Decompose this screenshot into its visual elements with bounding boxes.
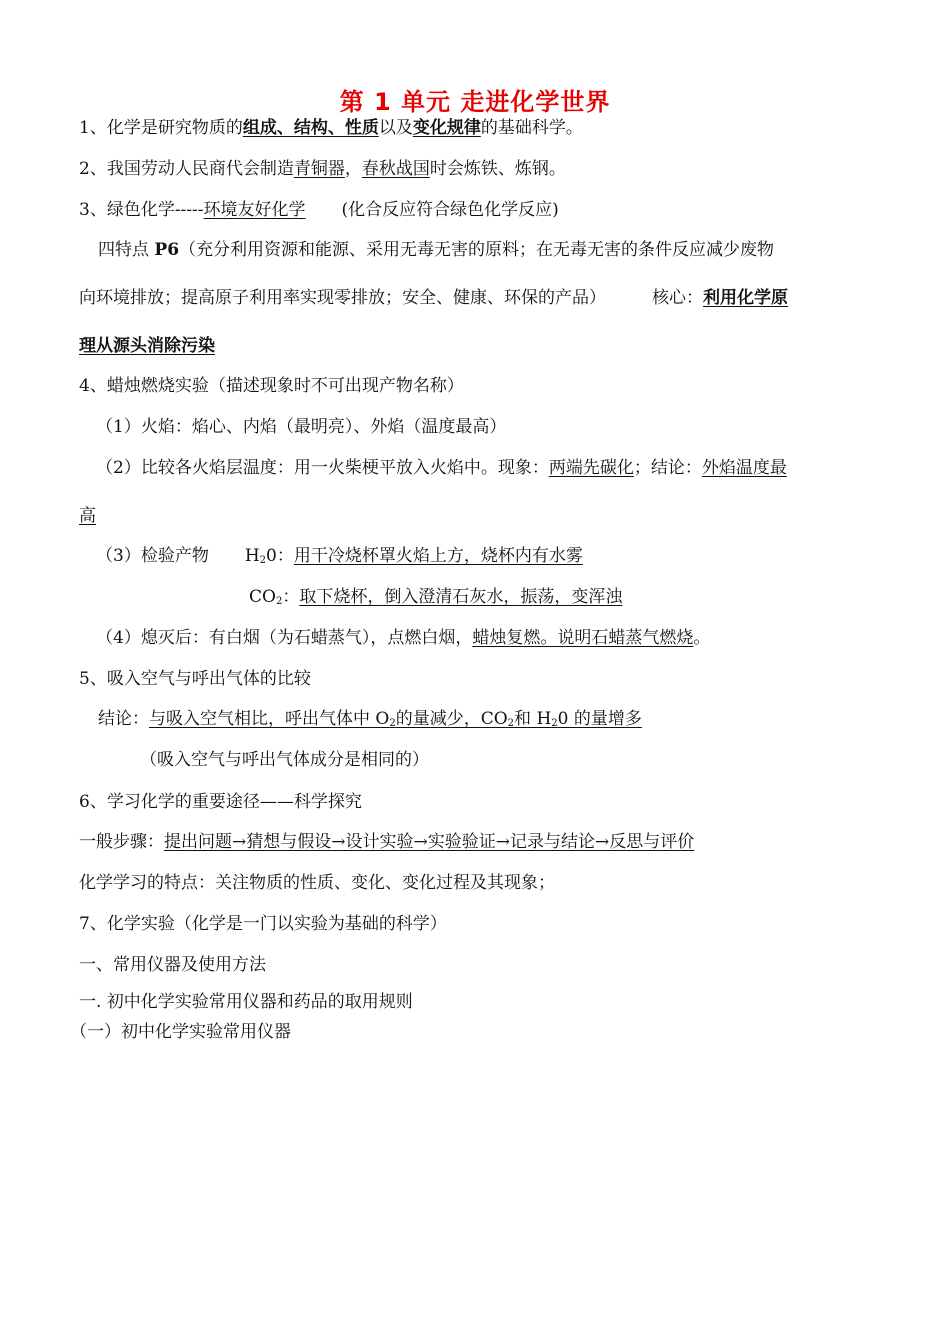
item-7: 7、化学实验（化学是一门以实验为基础的科学） — [79, 914, 447, 934]
item-6: 6、学习化学的重要途径——科学探究 — [79, 792, 362, 812]
underlined-term: 组成、结构、性质 — [242, 118, 379, 138]
underlined-term: 两端先碳化 — [548, 458, 634, 478]
item-3-features: 四特点 P6（充分利用资源和能源、采用无毒无害的原料；在无毒无害的条件反应减少废物 — [98, 240, 775, 260]
item-3: 3、绿色化学-----环境友好化学 (化合反应符合绿色化学反应) — [79, 200, 559, 220]
item-5-note: （吸入空气与呼出气体成分是相同的） — [140, 750, 429, 770]
section-heading-2: 一. 初中化学实验常用仪器和药品的取用规则 — [79, 992, 413, 1012]
item-5: 5、吸入空气与呼出气体的比较 — [79, 669, 311, 689]
item-4-3: （3）检验产物 $H_20$：用干冷烧杯罩火焰上方，烧杯内有水雾 — [96, 546, 583, 566]
item-3-core-cont — [79, 334, 864, 358]
underlined-term: 春秋战国 — [361, 159, 430, 179]
item-5-conclusion: 结论：与吸入空气相比，呼出气体中 $O_2$的量减少，$CO_2$和 $H_20$ 的量增多 — [98, 709, 642, 729]
item-3-features-cont: 向环境排放；提高原子利用率实现零排放；安全、健康、环保的产品） 核心：利用化学原 — [79, 288, 788, 308]
underlined-term: 高 — [79, 506, 96, 526]
item-2: 2、我国劳动人民商代会制造青铜器，春秋战国时会炼铁、炼钢。 — [79, 159, 566, 179]
item-4-1: （1）火焰：焰心、内焰（最明亮）、外焰（温度最高） — [96, 417, 507, 437]
underlined-term: 变化规律 — [412, 118, 481, 138]
underlined-term: 与吸入空气相比，呼出气体中 $O_2$的量减少，$CO_2$和 $H_20$ 的量增多 — [149, 709, 642, 729]
underlined-term: 蜡烛复燃。说明石蜡蒸气燃烧 — [472, 628, 694, 648]
item-6-steps: 一般步骤：提出问题→猜想与假设→设计实验→实验验证→记录与结论→反思与评价 — [79, 832, 695, 852]
item-4-2-cont — [79, 504, 864, 528]
item-4-3-co2: $CO_2$：取下烧杯，倒入澄清石灰水，振荡，变浑浊 — [249, 587, 623, 607]
underlined-term: 青铜器 — [293, 159, 345, 179]
section-heading-3: （一）初中化学实验常用仪器 — [70, 1022, 291, 1042]
underlined-term: 提出问题→猜想与假设→设计实验→实验验证→记录与结论→反思与评价 — [164, 832, 695, 852]
item-4-4: （4）熄灭后：有白烟（为石蜡蒸气），点燃白烟，蜡烛复燃。说明石蜡蒸气燃烧。 — [96, 628, 711, 648]
page-title: 第 1 单元 走进化学世界 — [339, 88, 611, 116]
item-4-2: （2）比较各火焰层温度：用一火柴梗平放入火焰中。现象：两端先碳化；结论：外焰温度最 — [96, 458, 787, 478]
item-4: 4、蜡烛燃烧实验（描述现象时不可出现产物名称） — [79, 376, 464, 396]
underlined-term: 外焰温度最 — [701, 458, 787, 478]
underlined-term: 用干冷烧杯罩火焰上方，烧杯内有水雾 — [293, 546, 583, 566]
underlined-term: 理从源头消除污染 — [79, 336, 215, 356]
item-1: 1、化学是研究物质的组成、结构、性质以及变化规律的基础科学。 — [79, 118, 583, 138]
underlined-term: 环境友好化学 — [203, 200, 306, 220]
section-heading-1: 一、常用仪器及使用方法 — [79, 955, 266, 975]
item-6-features: 化学学习的特点：关注物质的性质、变化、变化过程及其现象； — [79, 873, 555, 893]
underlined-term: 取下烧杯，倒入澄清石灰水，振荡，变浑浊 — [299, 587, 623, 607]
underlined-term: 利用化学原 — [703, 288, 788, 308]
